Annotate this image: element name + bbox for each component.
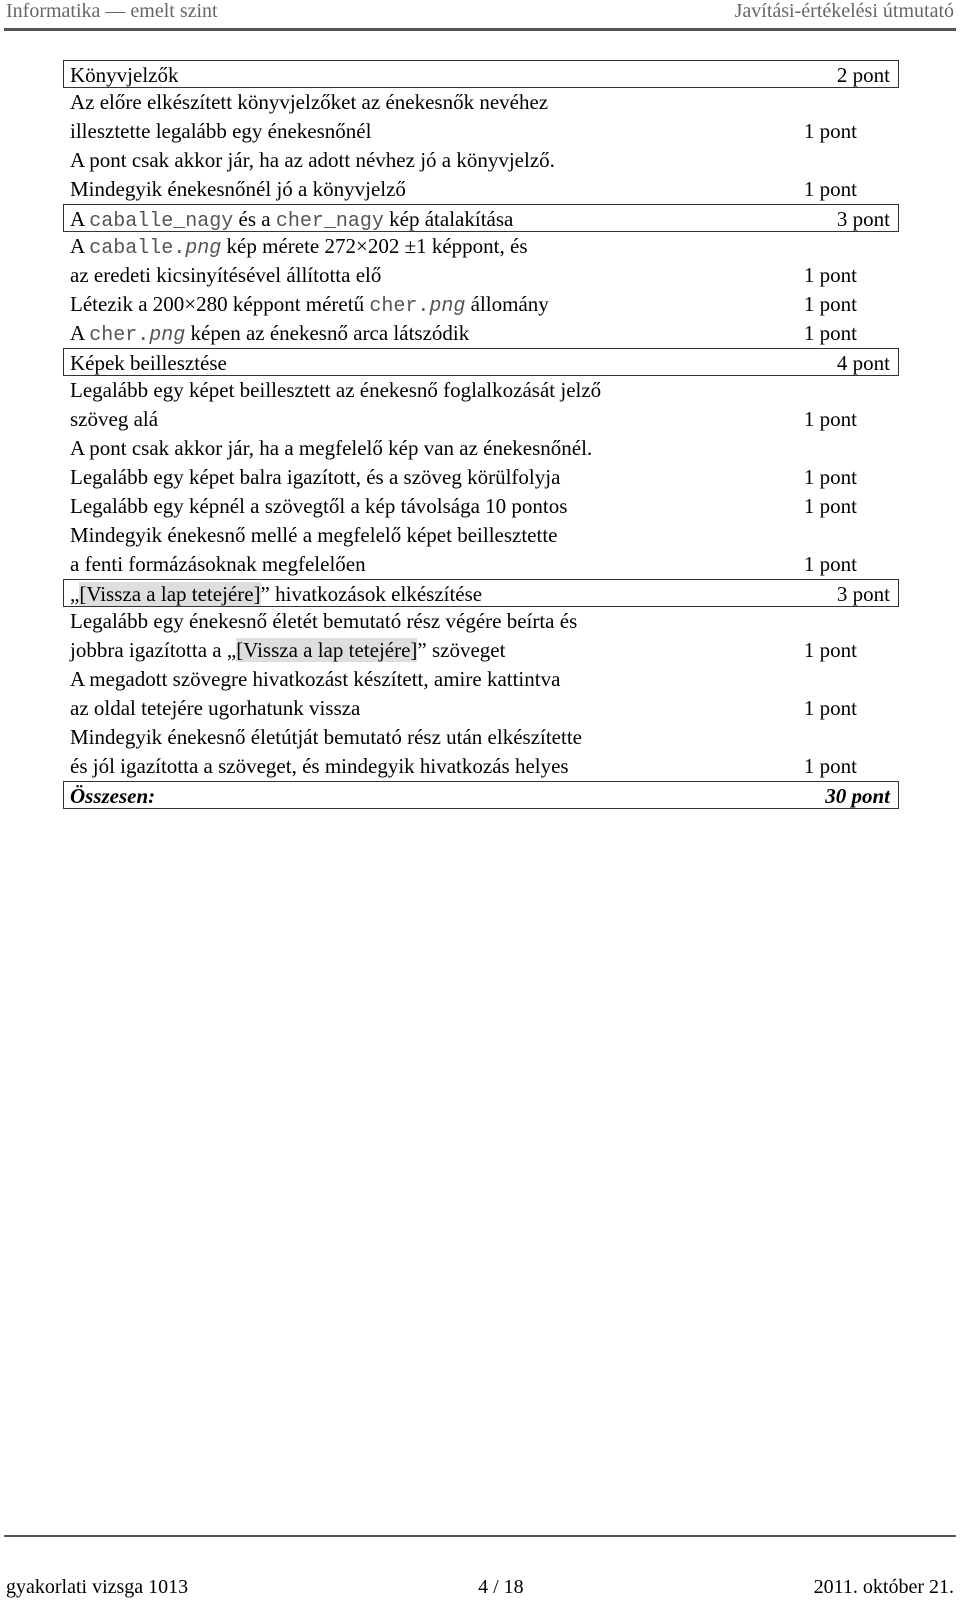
criterion-text <box>70 232 528 263</box>
criterion-points: 1 pont <box>803 754 857 778</box>
section-title <box>70 580 482 608</box>
section-header-row <box>63 348 899 376</box>
header-subject: Informatika — emelt szint <box>6 0 218 22</box>
criterion-text: az oldal tetejére ugorhatunk vissza <box>70 696 361 720</box>
text-segment: A <box>70 234 90 258</box>
section-points: 2 pont <box>836 63 890 87</box>
filename-text: cher_nagy <box>275 210 384 233</box>
section-points: 3 pont <box>836 207 890 231</box>
criterion-row <box>63 434 899 463</box>
text-segment: képen az énekesnő arca látszódik <box>185 321 470 345</box>
text-segment: ” szöveget <box>417 638 506 662</box>
criterion-text: illesztette legalább egy énekesnőnél <box>70 119 372 143</box>
text-segment: kép átalakítása <box>383 207 514 231</box>
section-header-row <box>63 579 899 607</box>
criterion-row <box>63 752 899 781</box>
header-rule <box>4 28 956 31</box>
filename-text: png <box>429 295 466 318</box>
criterion-row <box>63 290 899 319</box>
criterion-text <box>70 636 505 665</box>
filename-text: cher. <box>369 295 430 318</box>
header-doc-title: Javítási-értékelési útmutató <box>734 0 954 22</box>
criterion-text <box>70 319 469 350</box>
text-segment: ” hivatkozások elkészítése <box>260 582 483 606</box>
page-header <box>6 0 954 26</box>
section-points: 4 pont <box>836 351 890 375</box>
filename-text: png <box>185 237 222 260</box>
criterion-text <box>70 290 549 321</box>
scoring-table <box>63 60 899 809</box>
criterion-text: Mindegyik énekesnő mellé a megfelelő képet beillesztette <box>70 523 558 547</box>
text-segment: „ <box>70 582 80 606</box>
link-text-highlight: [Vissza a lap tetejére] <box>79 582 261 606</box>
criterion-points: 1 pont <box>803 696 857 720</box>
criterion-text: A megadott szövegre hivatkozást készített, amire kattintva <box>70 667 561 691</box>
criterion-row <box>63 636 899 665</box>
criterion-text: Mindegyik énekesnő életútját bemutató rész után elkészítette <box>70 725 582 749</box>
criterion-row <box>63 550 899 579</box>
footer-page-number: 4 / 18 <box>478 1576 524 1598</box>
total-points: 30 pont <box>825 784 890 808</box>
text-segment: Létezik a 200×280 képpont méretű <box>70 292 370 316</box>
criterion-row <box>63 261 899 290</box>
filename-text: png <box>149 324 186 347</box>
criterion-points: 1 pont <box>803 177 857 201</box>
criterion-text: Legalább egy énekesnő életét bemutató rész végére beírta és <box>70 609 578 633</box>
footer-date: 2011. október 21. <box>813 1576 954 1598</box>
link-text-highlight: [Vissza a lap tetejére] <box>236 638 418 662</box>
criterion-points: 1 pont <box>803 407 857 431</box>
criterion-points: 1 pont <box>803 321 857 345</box>
section-title: Képek beillesztése <box>70 351 227 375</box>
criterion-text: A pont csak akkor jár, ha a megfelelő kép van az énekesnőnél. <box>70 436 593 460</box>
text-segment: állomány <box>465 292 549 316</box>
filename-text: cher. <box>89 324 150 347</box>
criterion-text: A pont csak akkor jár, ha az adott névhez jó a könyvjelző. <box>70 148 555 172</box>
criterion-row <box>63 492 899 521</box>
criterion-points: 1 pont <box>803 552 857 576</box>
text-segment: és a <box>233 207 276 231</box>
criterion-text: Legalább egy képnél a szövegtől a kép távolsága 10 pontos <box>70 494 568 518</box>
criterion-row <box>63 694 899 723</box>
footer-exam-code: gyakorlati vizsga 1013 <box>6 1576 189 1598</box>
criterion-row <box>63 405 899 434</box>
criterion-text: az eredeti kicsinyítésével állította elő <box>70 263 382 287</box>
criterion-points: 1 pont <box>803 465 857 489</box>
text-segment: jobbra igazította a „ <box>70 638 237 662</box>
criterion-text: Legalább egy képet balra igazított, és a szöveg körülfolyja <box>70 465 561 489</box>
criterion-row <box>63 319 899 348</box>
criterion-row <box>63 88 899 117</box>
criterion-row <box>63 376 899 405</box>
section-header-row <box>63 60 899 88</box>
criterion-text: szöveg alá <box>70 407 159 431</box>
criterion-row <box>63 463 899 492</box>
criterion-row <box>63 521 899 550</box>
criterion-text: Az előre elkészített könyvjelzőket az énekesnők nevéhez <box>70 90 549 114</box>
criterion-text: és jól igazította a szöveget, és mindegyik hivatkozás helyes <box>70 754 569 778</box>
criterion-points: 1 pont <box>803 119 857 143</box>
criterion-text: Legalább egy képet beillesztett az énekesnő foglalkozását jelző <box>70 378 602 402</box>
criterion-points: 1 pont <box>803 638 857 662</box>
criterion-text: Mindegyik énekesnőnél jó a könyvjelző <box>70 177 406 201</box>
criterion-row <box>63 665 899 694</box>
text-segment: kép mérete 272×202 ±1 képpont, és <box>221 234 528 258</box>
criterion-row <box>63 146 899 175</box>
filename-text: caballe_nagy <box>89 210 234 233</box>
total-label: Összesen: <box>70 784 156 808</box>
criterion-row <box>63 175 899 204</box>
page-footer <box>6 1575 954 1599</box>
criterion-text: a fenti formázásoknak megfelelően <box>70 552 366 576</box>
section-title: Könyvjelzők <box>70 63 179 87</box>
total-row <box>63 781 899 809</box>
criterion-points: 1 pont <box>803 494 857 518</box>
criterion-row <box>63 117 899 146</box>
text-segment: A <box>70 207 90 231</box>
section-header-row <box>63 204 899 232</box>
filename-text: caballe. <box>89 237 186 260</box>
criterion-row <box>63 607 899 636</box>
criterion-row <box>63 232 899 261</box>
text-segment: A <box>70 321 90 345</box>
criterion-points: 1 pont <box>803 263 857 287</box>
criterion-row <box>63 723 899 752</box>
section-points: 3 pont <box>836 582 890 606</box>
footer-rule <box>4 1535 956 1537</box>
criterion-points: 1 pont <box>803 292 857 316</box>
